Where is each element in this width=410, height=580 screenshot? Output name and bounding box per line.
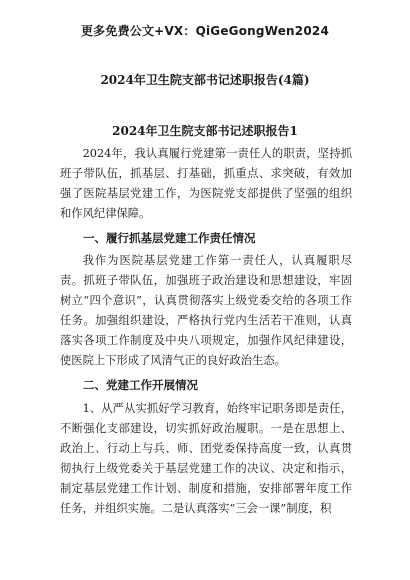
section-heading-2: 二、党建工作开展情况 <box>83 378 198 392</box>
document-title: 2024年卫生院支部书记述职报告(4篇) <box>100 73 310 87</box>
paragraph-intro: 2024年，我认真履行党建第一责任人的职责，坚持抓班子带队伍，抓基层、打基础，抓重点、求突破，有效加强了医院基层党建工作，为医院党支部提供了坚强的组织和作风纪律保障。 <box>60 147 352 220</box>
paragraph-party-work: 1、从严从实抓好学习教育，始终牢记职务即是责任，不断强化支部建设，切实抓好政治履职。一是在思想上、政治上、行动上与兵、师、团党委保持高度一致，认真贯彻执行上级党委关于基层党建工作的决议、决定和指示，制定基层党建工作计划、制度和措施，安排部署年度工作任务，并组织实施。二是认真落实“三会一课”制度，积 <box>60 402 352 515</box>
paragraph-responsibility: 我作为医院基层党建工作第一责任人，认真履职尽责。抓班子带队伍，加强班子政治建设和思想建设，牢固树立“四个意识”，认真贯彻落实上级党委交给的各项工作任务。加强组织建设，严格执行党内生活若干准则，认真落实各项工作制度及中央八项规定，加强作风纪律建设，使医院上下形成了风清气正的良好政治生态。 <box>60 254 352 367</box>
report-title: 2024年卫生院支部书记述职报告1 <box>112 124 298 138</box>
watermark-header: 更多免费公文+VX：QiGeGongWen2024 <box>80 24 329 38</box>
section-heading-1: 一、履行抓基层党建工作责任情况 <box>83 231 256 245</box>
